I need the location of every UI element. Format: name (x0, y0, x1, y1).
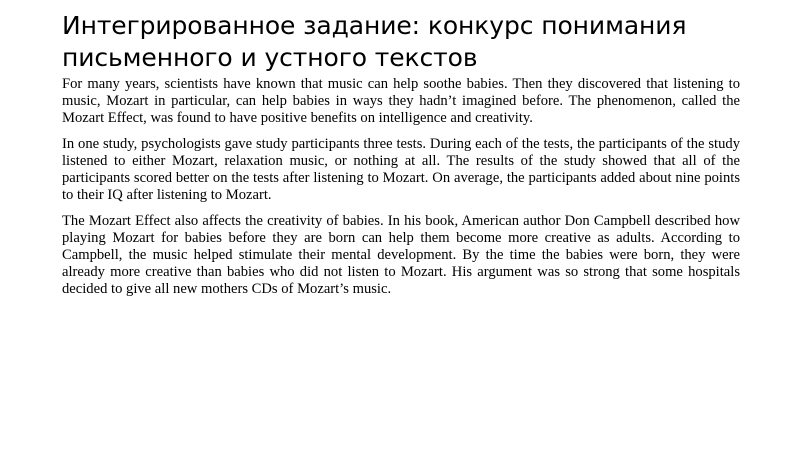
body-paragraph: For many years, scientists have known that music can help soothe babies. Then they discovered that listening to music, Mozart in particular, can help babies in ways they hadn’t imagined before. The phenomenon, called the Mozart Effect, was found to have positive benefits on intelligence and creativity. (62, 75, 740, 126)
slide-body (62, 76, 740, 298)
body-paragraph: The Mozart Effect also affects the creativity of babies. In his book, American author Don Campbell described how playing Mozart for babies before they are born can help them become more creative as adults. According to Campbell, the music helped stimulate their mental development. By the time the babies were born, they were already more creative than babies who did not listen to Mozart. His argument was so strong that some hospitals decided to give all new mothers CDs of Mozart’s music. (62, 212, 740, 297)
body-paragraph: In one study, psychologists gave study participants three tests. During each of the tests, the participants of the study listened to either Mozart, relaxation music, or nothing at all. The results of the study showed that all of the participants scored better on the tests after listening to Mozart. On average, the participants added about nine points to their IQ after listening to Mozart. (62, 135, 740, 203)
slide-title: Интегрированное задание: конкурс понимания письменного и устного текстов (62, 11, 687, 72)
